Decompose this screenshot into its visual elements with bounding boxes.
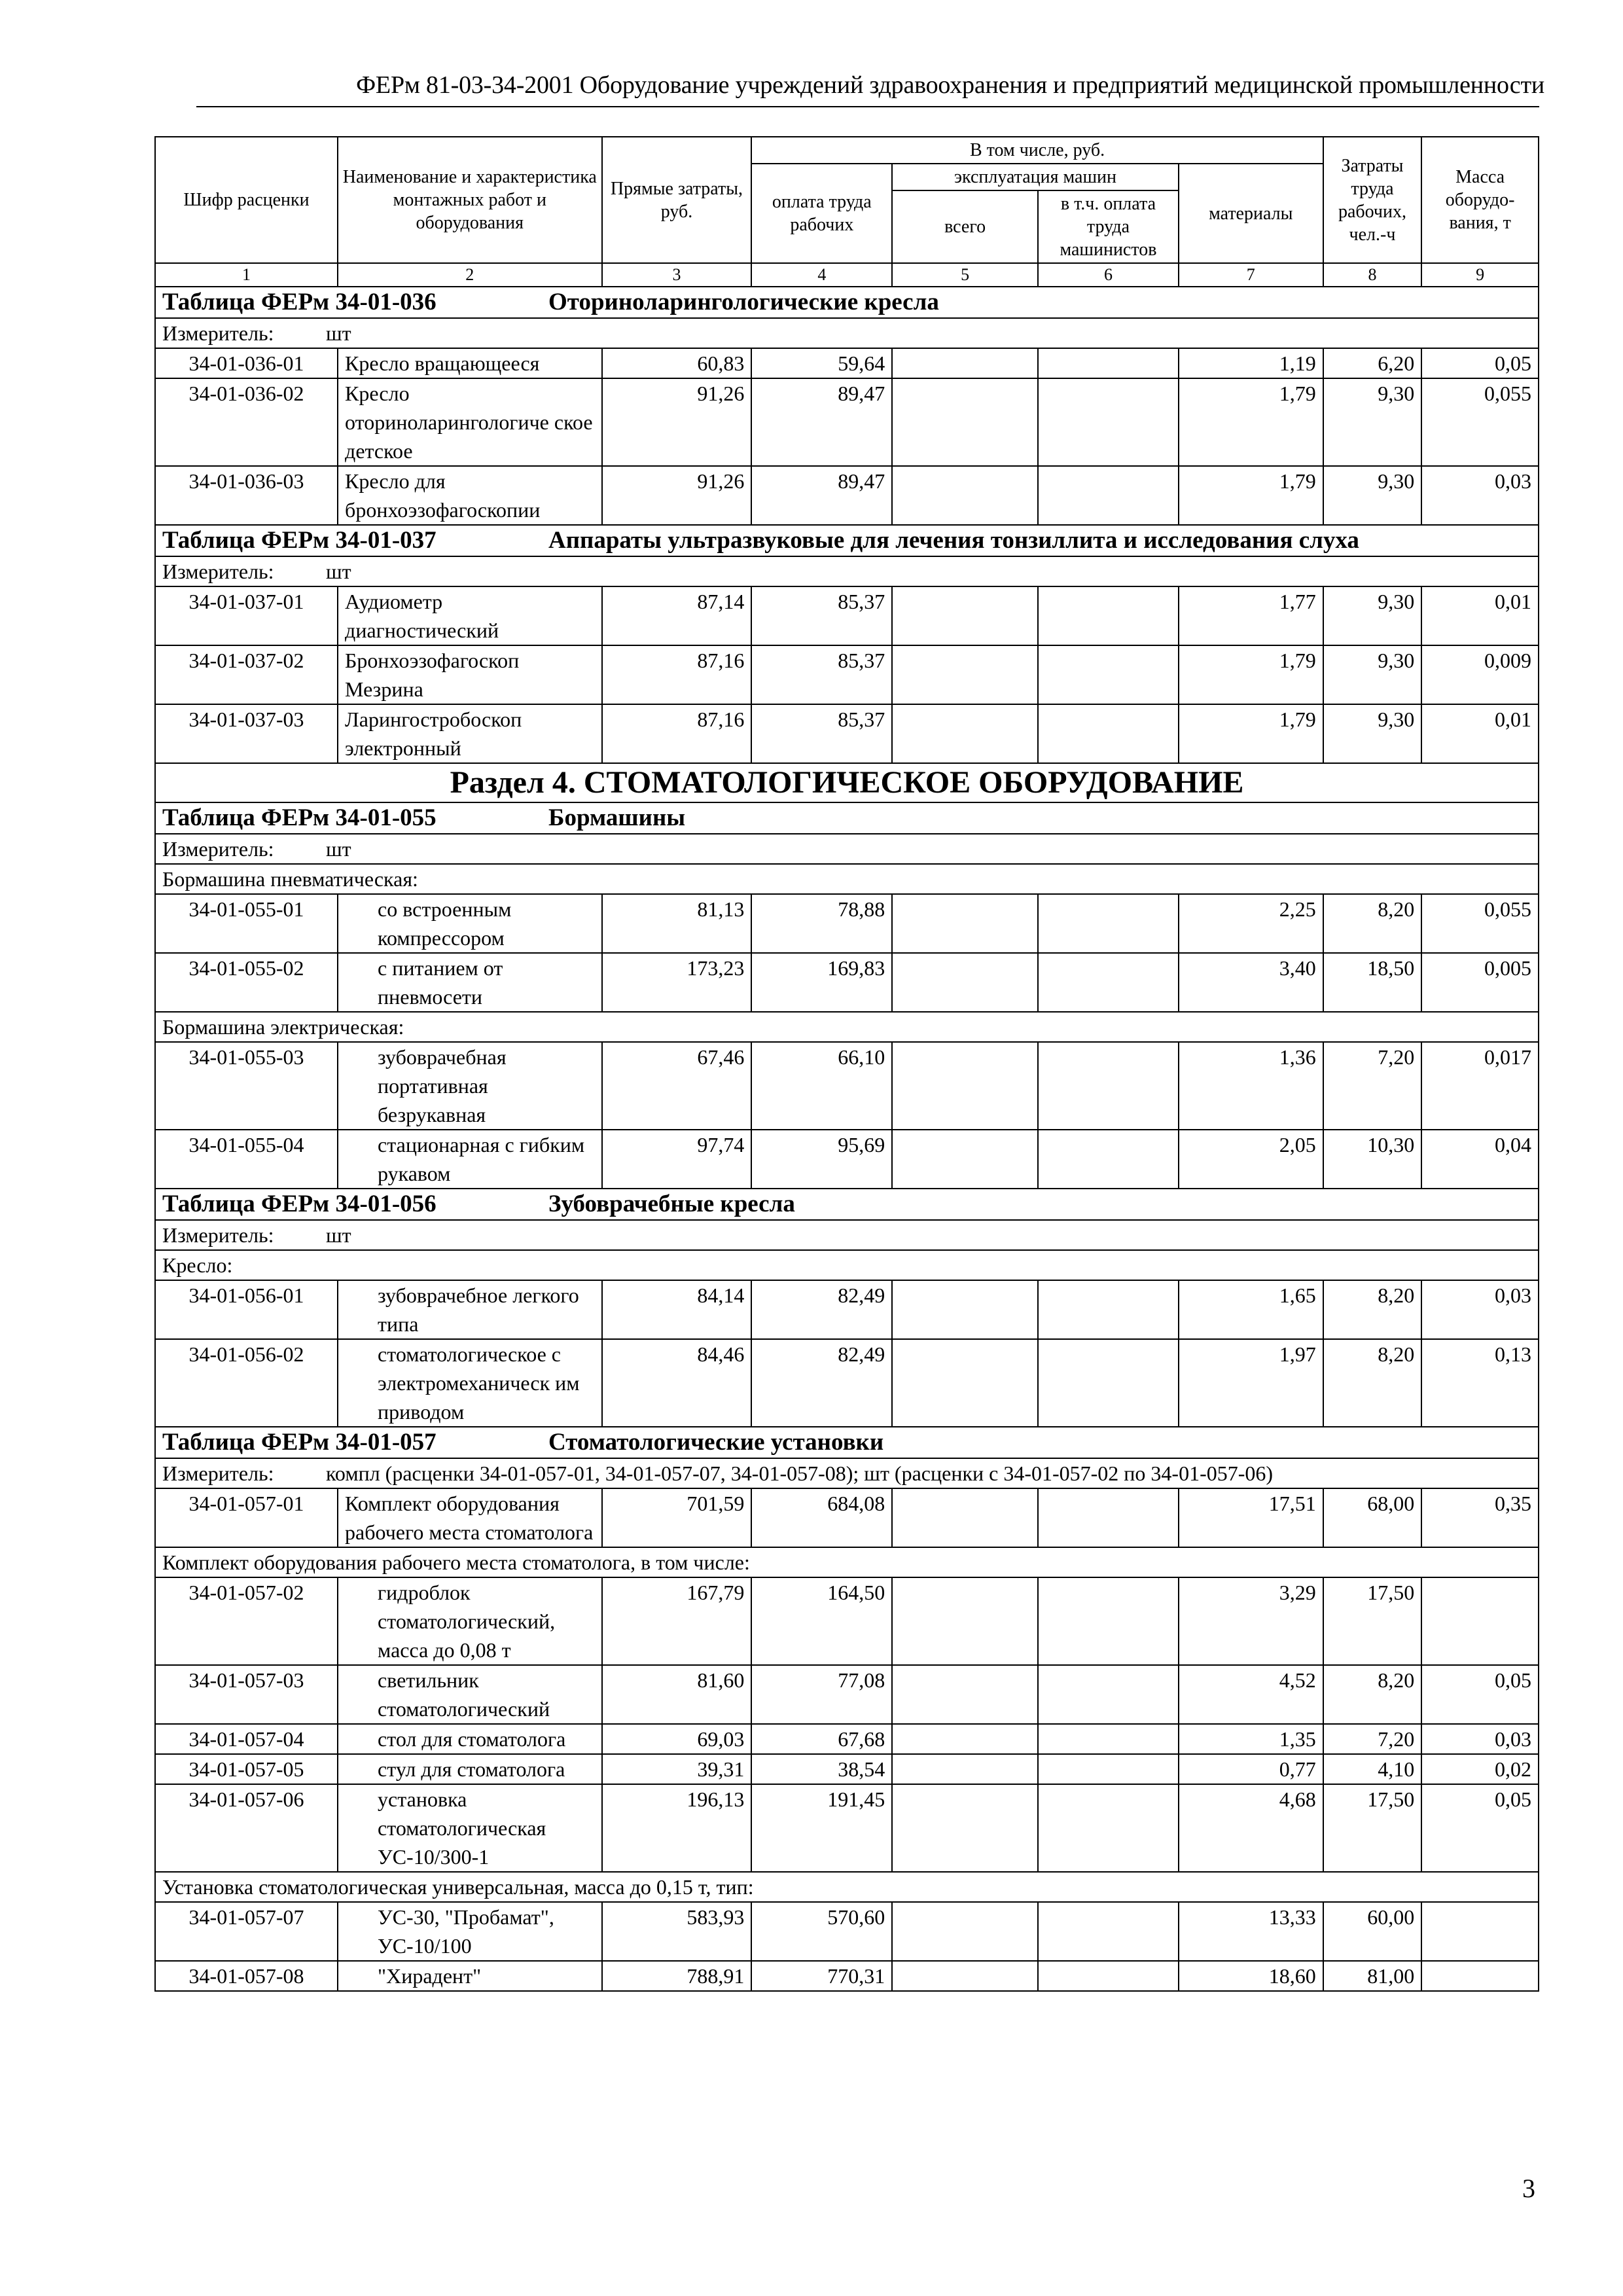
machinist-wages <box>1038 1577 1179 1665</box>
rate-code: 34-01-057-03 <box>155 1665 338 1724</box>
machinist-wages <box>1038 953 1179 1012</box>
group-row <box>155 1250 1539 1280</box>
worker-wages: 89,47 <box>751 378 892 466</box>
table-title <box>155 525 1539 556</box>
col-machines-header: эксплуатация машин <box>892 164 1179 190</box>
table-title <box>155 287 1539 318</box>
col-incl-wages-header: в т.ч. оплата труда машинистов <box>1038 190 1179 263</box>
equipment-mass: 0,055 <box>1421 894 1539 953</box>
table-row <box>155 348 1539 378</box>
materials-cost: 1,79 <box>1179 645 1323 704</box>
equipment-mass: 0,05 <box>1421 1665 1539 1724</box>
direct-cost: 91,26 <box>602 378 752 466</box>
table-row <box>155 1902 1539 1961</box>
direct-cost: 196,13 <box>602 1784 752 1872</box>
table-name: Бормашины <box>548 804 686 831</box>
labor-hours: 60,00 <box>1323 1902 1422 1961</box>
machinist-wages <box>1038 466 1179 525</box>
table-code: Таблица ФЕРм 34-01-036 <box>162 289 437 315</box>
materials-cost: 1,35 <box>1179 1724 1323 1754</box>
machinist-wages <box>1038 645 1179 704</box>
equipment-mass: 0,05 <box>1421 348 1539 378</box>
machinist-wages <box>1038 1280 1179 1339</box>
equipment-mass: 0,055 <box>1421 378 1539 466</box>
machinist-wages <box>1038 1130 1179 1189</box>
worker-wages: 59,64 <box>751 348 892 378</box>
worker-wages: 85,37 <box>751 645 892 704</box>
machinist-wages <box>1038 1339 1179 1427</box>
labor-hours: 7,20 <box>1323 1042 1422 1130</box>
column-index-cell: 2 <box>338 263 602 287</box>
materials-cost: 1,36 <box>1179 1042 1323 1130</box>
meter-value: шт <box>326 321 351 345</box>
equipment-mass: 0,04 <box>1421 1130 1539 1189</box>
page-number: 3 <box>1522 2174 1535 2203</box>
table-row <box>155 466 1539 525</box>
meter-cell <box>155 834 1539 864</box>
machines-total <box>892 1339 1038 1427</box>
worker-wages: 169,83 <box>751 953 892 1012</box>
table-row <box>155 1577 1539 1665</box>
equipment-mass: 0,009 <box>1421 645 1539 704</box>
labor-hours: 9,30 <box>1323 586 1422 645</box>
machinist-wages <box>1038 348 1179 378</box>
meter-cell <box>155 1458 1539 1488</box>
table-title-row <box>155 525 1539 556</box>
rate-name: Бронхоэзофагоскоп Мезрина <box>338 645 602 704</box>
materials-cost: 2,05 <box>1179 1130 1323 1189</box>
equipment-mass <box>1421 1961 1539 1991</box>
table-row <box>155 1488 1539 1547</box>
table-row <box>155 1784 1539 1872</box>
labor-hours: 10,30 <box>1323 1130 1422 1189</box>
machinist-wages <box>1038 1961 1179 1991</box>
machines-total <box>892 1577 1038 1665</box>
machines-total <box>892 1488 1038 1547</box>
col-incl-header: В том числе, руб. <box>751 137 1323 164</box>
header-rule <box>196 106 1539 107</box>
worker-wages: 77,08 <box>751 1665 892 1724</box>
table-title-row <box>155 802 1539 834</box>
materials-cost: 17,51 <box>1179 1488 1323 1547</box>
materials-cost: 1,79 <box>1179 466 1323 525</box>
rate-name: Ларингостробоскоп электронный <box>338 704 602 763</box>
table-name: Зубоврачебные кресла <box>548 1191 795 1217</box>
table-code: Таблица ФЕРм 34-01-037 <box>162 527 437 554</box>
meter-value: шт <box>326 560 351 583</box>
machines-total <box>892 1280 1038 1339</box>
equipment-mass: 0,01 <box>1421 704 1539 763</box>
worker-wages: 89,47 <box>751 466 892 525</box>
labor-hours: 17,50 <box>1323 1577 1422 1665</box>
worker-wages: 38,54 <box>751 1754 892 1784</box>
machines-total <box>892 1042 1038 1130</box>
worker-wages: 85,37 <box>751 586 892 645</box>
direct-cost: 701,59 <box>602 1488 752 1547</box>
machines-total <box>892 1754 1038 1784</box>
worker-wages: 770,31 <box>751 1961 892 1991</box>
rate-code: 34-01-055-02 <box>155 953 338 1012</box>
table-code: Таблица ФЕРм 34-01-055 <box>162 804 437 831</box>
column-index-cell: 1 <box>155 263 338 287</box>
equipment-mass: 0,01 <box>1421 586 1539 645</box>
column-index-cell: 8 <box>1323 263 1422 287</box>
rate-name: стоматологическое с электромеханическ им приводом <box>338 1339 602 1427</box>
materials-cost: 18,60 <box>1179 1961 1323 1991</box>
machines-total <box>892 645 1038 704</box>
machines-total <box>892 1724 1038 1754</box>
rate-code: 34-01-037-03 <box>155 704 338 763</box>
rate-name: зубоврачебное легкого типа <box>338 1280 602 1339</box>
table-row <box>155 586 1539 645</box>
machinist-wages <box>1038 1042 1179 1130</box>
group-row <box>155 1872 1539 1902</box>
materials-cost: 1,65 <box>1179 1280 1323 1339</box>
worker-wages: 85,37 <box>751 704 892 763</box>
meter-cell <box>155 318 1539 348</box>
rate-code: 34-01-055-01 <box>155 894 338 953</box>
table-title-row <box>155 1189 1539 1220</box>
materials-cost: 1,79 <box>1179 704 1323 763</box>
equipment-mass: 0,13 <box>1421 1339 1539 1427</box>
equipment-mass: 0,35 <box>1421 1488 1539 1547</box>
machinist-wages <box>1038 1488 1179 1547</box>
rate-name: светильник стоматологический <box>338 1665 602 1724</box>
group-row <box>155 1012 1539 1042</box>
rate-name: "Хирадент" <box>338 1961 602 1991</box>
machines-total <box>892 1130 1038 1189</box>
labor-hours: 17,50 <box>1323 1784 1422 1872</box>
direct-cost: 81,60 <box>602 1665 752 1724</box>
meter-label: Измеритель: <box>162 837 274 861</box>
machines-total <box>892 894 1038 953</box>
col-materials-header: материалы <box>1179 164 1323 263</box>
worker-wages: 78,88 <box>751 894 892 953</box>
rate-name: Кресло вращающееся <box>338 348 602 378</box>
materials-cost: 1,79 <box>1179 378 1323 466</box>
direct-cost: 60,83 <box>602 348 752 378</box>
machines-total <box>892 1665 1038 1724</box>
direct-cost: 167,79 <box>602 1577 752 1665</box>
materials-cost: 1,97 <box>1179 1339 1323 1427</box>
table-row <box>155 1724 1539 1754</box>
rate-name: Аудиометр диагностический <box>338 586 602 645</box>
labor-hours: 68,00 <box>1323 1488 1422 1547</box>
meter-value: шт <box>326 837 351 861</box>
worker-wages: 191,45 <box>751 1784 892 1872</box>
column-index-cell: 9 <box>1421 263 1539 287</box>
direct-cost: 87,16 <box>602 704 752 763</box>
col-direct-header: Прямые затраты, руб. <box>602 137 752 263</box>
col-total-header: всего <box>892 190 1038 263</box>
equipment-mass <box>1421 1577 1539 1665</box>
table-row <box>155 1280 1539 1339</box>
table-row <box>155 1961 1539 1991</box>
rate-code: 34-01-036-03 <box>155 466 338 525</box>
meter-label: Измеритель: <box>162 1462 274 1485</box>
materials-cost: 1,77 <box>1179 586 1323 645</box>
meter-label: Измеритель: <box>162 1223 274 1247</box>
meter-cell <box>155 556 1539 586</box>
section-heading: Раздел 4. СТОМАТОЛОГИЧЕСКОЕ ОБОРУДОВАНИЕ <box>155 763 1539 802</box>
table-row <box>155 1042 1539 1130</box>
rate-code: 34-01-036-02 <box>155 378 338 466</box>
table-name: Стоматологические установки <box>548 1429 884 1456</box>
equipment-mass: 0,03 <box>1421 1280 1539 1339</box>
header-row-1 <box>155 137 1539 164</box>
group-row <box>155 864 1539 894</box>
machines-total <box>892 378 1038 466</box>
table-row <box>155 1339 1539 1427</box>
table-row <box>155 645 1539 704</box>
rate-name: стол для стоматолога <box>338 1724 602 1754</box>
meter-row <box>155 834 1539 864</box>
rate-name: Комплект оборудования рабочего места стоматолога <box>338 1488 602 1547</box>
section-heading-row <box>155 763 1539 802</box>
table-row <box>155 378 1539 466</box>
machines-total <box>892 953 1038 1012</box>
worker-wages: 684,08 <box>751 1488 892 1547</box>
meter-row <box>155 1220 1539 1250</box>
machinist-wages <box>1038 378 1179 466</box>
rate-name: гидроблок стоматологический, масса до 0,08 т <box>338 1577 602 1665</box>
rate-code: 34-01-057-04 <box>155 1724 338 1754</box>
worker-wages: 95,69 <box>751 1130 892 1189</box>
rate-code: 34-01-055-04 <box>155 1130 338 1189</box>
direct-cost: 81,13 <box>602 894 752 953</box>
group-label: Комплект оборудования рабочего места стоматолога, в том числе: <box>155 1547 1539 1577</box>
table-body <box>155 287 1539 1991</box>
column-index-cell: 3 <box>602 263 752 287</box>
table-code: Таблица ФЕРм 34-01-056 <box>162 1191 437 1217</box>
direct-cost: 87,14 <box>602 586 752 645</box>
direct-cost: 84,14 <box>602 1280 752 1339</box>
col-mass-header: Масса оборудо-вания, т <box>1421 137 1539 263</box>
materials-cost: 0,77 <box>1179 1754 1323 1784</box>
col-labor-header: Затраты труда рабочих, чел.-ч <box>1323 137 1422 263</box>
table-title-row <box>155 1427 1539 1458</box>
rate-name: стационарная с гибким рукавом <box>338 1130 602 1189</box>
equipment-mass: 0,005 <box>1421 953 1539 1012</box>
rate-code: 34-01-055-03 <box>155 1042 338 1130</box>
col-name-header: Наименование и характеристика монтажных работ и оборудования <box>338 137 602 263</box>
col-wages-header: оплата труда рабочих <box>751 164 892 263</box>
equipment-mass: 0,03 <box>1421 1724 1539 1754</box>
materials-cost: 2,25 <box>1179 894 1323 953</box>
group-row <box>155 1547 1539 1577</box>
equipment-mass: 0,02 <box>1421 1754 1539 1784</box>
column-index-cell: 7 <box>1179 263 1323 287</box>
materials-cost: 4,52 <box>1179 1665 1323 1724</box>
machinist-wages <box>1038 1784 1179 1872</box>
rate-name: зубоврачебная портативная безрукавная <box>338 1042 602 1130</box>
equipment-mass: 0,03 <box>1421 466 1539 525</box>
rate-code: 34-01-036-01 <box>155 348 338 378</box>
machines-total <box>892 586 1038 645</box>
direct-cost: 583,93 <box>602 1902 752 1961</box>
labor-hours: 8,20 <box>1323 1339 1422 1427</box>
table-title <box>155 1189 1539 1220</box>
column-index-cell: 4 <box>751 263 892 287</box>
group-label: Бормашина электрическая: <box>155 1012 1539 1042</box>
meter-value: шт <box>326 1223 351 1247</box>
materials-cost: 13,33 <box>1179 1902 1323 1961</box>
machinist-wages <box>1038 704 1179 763</box>
direct-cost: 788,91 <box>602 1961 752 1991</box>
table-row <box>155 953 1539 1012</box>
machinist-wages <box>1038 894 1179 953</box>
table-row <box>155 1130 1539 1189</box>
labor-hours: 9,30 <box>1323 704 1422 763</box>
rate-name: Кресло для бронхоэзофагоскопии <box>338 466 602 525</box>
labor-hours: 9,30 <box>1323 466 1422 525</box>
machines-total <box>892 704 1038 763</box>
machines-total <box>892 348 1038 378</box>
rate-code: 34-01-057-01 <box>155 1488 338 1547</box>
direct-cost: 67,46 <box>602 1042 752 1130</box>
column-index-cell: 5 <box>892 263 1038 287</box>
col-code-header: Шифр расценки <box>155 137 338 263</box>
table-row <box>155 1754 1539 1784</box>
direct-cost: 69,03 <box>602 1724 752 1754</box>
materials-cost: 3,40 <box>1179 953 1323 1012</box>
rate-code: 34-01-057-06 <box>155 1784 338 1872</box>
worker-wages: 66,10 <box>751 1042 892 1130</box>
labor-hours: 9,30 <box>1323 645 1422 704</box>
rate-code: 34-01-037-01 <box>155 586 338 645</box>
rate-code: 34-01-056-02 <box>155 1339 338 1427</box>
equipment-mass: 0,017 <box>1421 1042 1539 1130</box>
meter-row <box>155 1458 1539 1488</box>
labor-hours: 7,20 <box>1323 1724 1422 1754</box>
labor-hours: 8,20 <box>1323 1280 1422 1339</box>
meter-label: Измеритель: <box>162 321 274 345</box>
rate-name: Кресло оториноларингологиче ское детское <box>338 378 602 466</box>
rate-name: стул для стоматолога <box>338 1754 602 1784</box>
direct-cost: 84,46 <box>602 1339 752 1427</box>
labor-hours: 81,00 <box>1323 1961 1422 1991</box>
worker-wages: 82,49 <box>751 1339 892 1427</box>
machinist-wages <box>1038 1754 1179 1784</box>
labor-hours: 6,20 <box>1323 348 1422 378</box>
meter-row <box>155 318 1539 348</box>
machinist-wages <box>1038 1665 1179 1724</box>
direct-cost: 39,31 <box>602 1754 752 1784</box>
machinist-wages <box>1038 586 1179 645</box>
equipment-mass <box>1421 1902 1539 1961</box>
rate-code: 34-01-037-02 <box>155 645 338 704</box>
materials-cost: 3,29 <box>1179 1577 1323 1665</box>
table-title <box>155 802 1539 834</box>
labor-hours: 8,20 <box>1323 1665 1422 1724</box>
machinist-wages <box>1038 1902 1179 1961</box>
rate-name: с питанием от пневмосети <box>338 953 602 1012</box>
rate-name: со встроенным компрессором <box>338 894 602 953</box>
worker-wages: 164,50 <box>751 1577 892 1665</box>
table-row <box>155 1665 1539 1724</box>
machines-total <box>892 466 1038 525</box>
table-code: Таблица ФЕРм 34-01-057 <box>162 1429 437 1456</box>
running-header: ФЕРм 81-03-34-2001 Оборудование учреждений здравоохранения и предприятий медицинской промышленности <box>356 71 1544 99</box>
table-row <box>155 894 1539 953</box>
meter-cell <box>155 1220 1539 1250</box>
worker-wages: 570,60 <box>751 1902 892 1961</box>
rate-code: 34-01-057-07 <box>155 1902 338 1961</box>
table-name: Оториноларингологические кресла <box>548 289 939 315</box>
rate-name: установка стоматологическая УС-10/300-1 <box>338 1784 602 1872</box>
machines-total <box>892 1961 1038 1991</box>
labor-hours: 18,50 <box>1323 953 1422 1012</box>
materials-cost: 1,19 <box>1179 348 1323 378</box>
rate-code: 34-01-057-02 <box>155 1577 338 1665</box>
table-row <box>155 704 1539 763</box>
direct-cost: 91,26 <box>602 466 752 525</box>
rate-code: 34-01-057-08 <box>155 1961 338 1991</box>
direct-cost: 173,23 <box>602 953 752 1012</box>
group-label: Кресло: <box>155 1250 1539 1280</box>
worker-wages: 67,68 <box>751 1724 892 1754</box>
table-title <box>155 1427 1539 1458</box>
materials-cost: 4,68 <box>1179 1784 1323 1872</box>
column-index-cell: 6 <box>1038 263 1179 287</box>
machinist-wages <box>1038 1724 1179 1754</box>
meter-label: Измеритель: <box>162 560 274 583</box>
machines-total <box>892 1784 1038 1872</box>
rate-name: УС-30, "Пробамат", УС-10/100 <box>338 1902 602 1961</box>
table-name: Аппараты ультразвуковые для лечения тонзиллита и исследования слуха <box>548 527 1359 554</box>
rates-table <box>154 136 1539 1992</box>
labor-hours: 9,30 <box>1323 378 1422 466</box>
labor-hours: 8,20 <box>1323 894 1422 953</box>
rate-code: 34-01-056-01 <box>155 1280 338 1339</box>
worker-wages: 82,49 <box>751 1280 892 1339</box>
meter-row <box>155 556 1539 586</box>
equipment-mass: 0,05 <box>1421 1784 1539 1872</box>
group-label: Бормашина пневматическая: <box>155 864 1539 894</box>
direct-cost: 97,74 <box>602 1130 752 1189</box>
meter-value: компл (расценки 34-01-057-01, 34-01-057-07, 34-01-057-08); шт (расценки с 34-01-057-02 по 34-01-057-06) <box>326 1462 1274 1485</box>
machines-total <box>892 1902 1038 1961</box>
direct-cost: 87,16 <box>602 645 752 704</box>
column-index-row <box>155 263 1539 287</box>
labor-hours: 4,10 <box>1323 1754 1422 1784</box>
group-label: Установка стоматологическая универсальная, масса до 0,15 т, тип: <box>155 1872 1539 1902</box>
table-title-row <box>155 287 1539 318</box>
rate-code: 34-01-057-05 <box>155 1754 338 1784</box>
